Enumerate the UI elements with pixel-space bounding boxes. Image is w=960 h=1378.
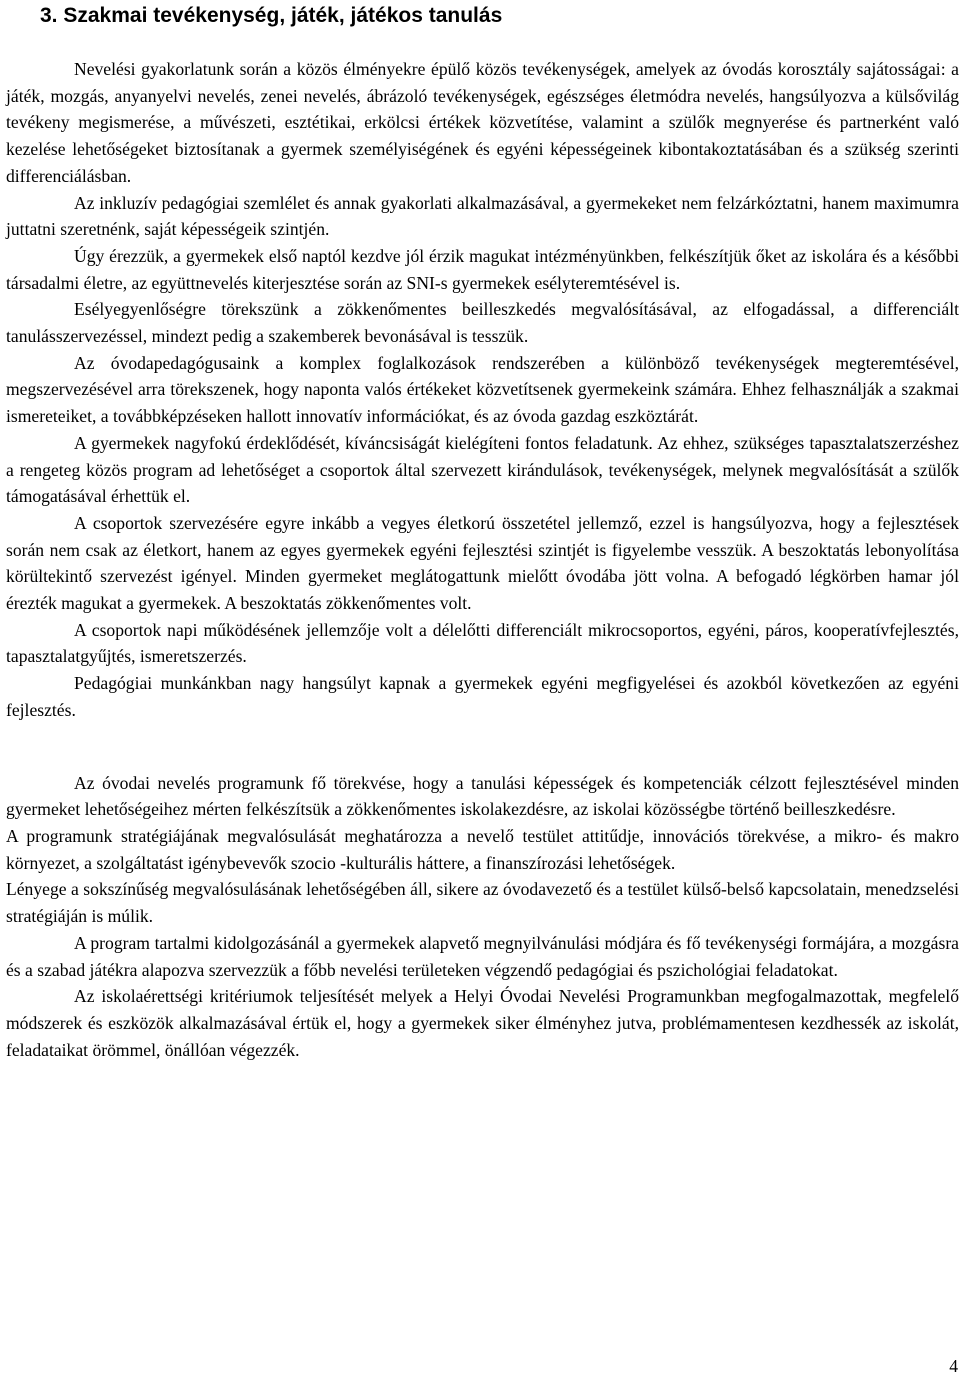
paragraph: Az inkluzív pedagógiai szemlélet és annak gyakorlati alkalmazásával, a gyermekeket nem felzárkóztatni, hanem maximumra juttatni szeretnénk, saját képességeik szintjén. xyxy=(6,192,959,240)
paragraph: Az óvodai nevelés programunk fő törekvése, hogy a tanulási képességek és kompetenciák célzott fejlesztésével minden gyermeket lehetőségeihez mérten felkészítsük a zökkenőmentes iskolakezdésre, az iskolai közösségbe történő beilleszkedésre. xyxy=(6,772,959,820)
section-heading: 3. Szakmai tevékenység, játék, játékos tanulás xyxy=(40,4,503,27)
paragraph: A csoportok szervezésére egyre inkább a vegyes életkorú összetétel jellemző, ezzel is hangsúlyozva, hogy a fejlesztések során nem csak az életkort, hanem az egyes gyermekek egyéni fejlesztési szintjét is figyelembe vesszük. A beszoktatás lebonyolítása körültekintő szervezést igényel. Minden gyermeket meglátogattunk mielőtt óvodába jött volna. A befogadó légkörben hamar jól érezték magukat a gyermekek. A beszoktatás zökkenőmentes volt. xyxy=(6,512,959,614)
body-text xyxy=(6,56,959,1063)
paragraph: Nevelési gyakorlatunk során a közös élményekre épülő közös tevékenységek, amelyek az óvodás korosztály sajátosságai: a játék, mozgás, anyanyelvi nevelés, zenei nevelés, ábrázoló tevékenységek, egészséges életmódra nevelés, hangsúlyozva a külsővilág tevékeny megismerése, a művészeti, esztétikai, erkölcsi értékek közvetítése, valamint a szülők megnyerése és partnerként való kezelése lehetőségeket biztosítanak a gyermek személyiségének és egyéni képességeinek kibontakoztatásában és a szükség szerinti differenciálásban. xyxy=(6,59,959,186)
paragraph: A programunk stratégiájának megvalósulását meghatározza a nevelő testület attitűdje, innovációs törekvése, a mikro- és makro környezet, a szolgáltatást igénybevevők szocio -kulturális háttere, a finanszírozási lehetőségek. xyxy=(6,825,959,873)
document-page xyxy=(6,0,960,1378)
paragraph: Úgy érezzük, a gyermekek első naptól kezdve jól érzik magukat intézményünkben, felkészítjük őket az iskolára és a későbbi társadalmi életre, az együttnevelés kiterjesztése során az SNI-s gyermekek esélyteremtésével is. xyxy=(6,245,959,293)
page-number: 4 xyxy=(949,1356,958,1376)
paragraph: Esélyegyenlőségre törekszünk a zökkenőmentes beilleszkedés megvalósításával, az elfogadással, a differenciált tanulásszervezéssel, mindezt pedig a szakemberek bevonásával is tesszük. xyxy=(6,299,959,347)
paragraph: A program tartalmi kidolgozásánál a gyermekek alapvető megnyilvánulási módjára és fő tevékenységi formájára, a mozgásra és a szabad játékra alapozva szervezzük a főbb nevelési területeken végzendő pedagógiai és pszichológiai feladatokat. xyxy=(6,932,959,980)
section-spacer xyxy=(6,724,959,770)
paragraph: A gyermekek nagyfokú érdeklődését, kíváncsiságát kielégíteni fontos feladatunk. Az ehhez, szükséges tapasztalatszerzéshez a rengeteg közös program ad lehetőséget a csoportok által szervezett kirándulások, tevékenységek, melynek megvalósítását a szülők támogatásával érhettük el. xyxy=(6,432,959,507)
paragraph: Lényege a sokszínűség megvalósulásának lehetőségében áll, sikere az óvodavezető és a testület külső-belső kapcsolatain, menedzselési stratégiáján is múlik. xyxy=(6,879,959,927)
paragraph: Pedagógiai munkánkban nagy hangsúlyt kapnak a gyermekek egyéni megfigyelései és azokból következően az egyéni fejlesztés. xyxy=(6,673,959,720)
paragraph: A csoportok napi működésének jellemzője volt a délelőtti differenciált mikrocsoportos, egyéni, páros, kooperatívfejlesztés, tapasztalatgyűjtés, ismeretszerzés. xyxy=(6,619,959,667)
paragraph: Az iskolaérettségi kritériumok teljesítését melyek a Helyi Óvodai Nevelési Programunkban megfogalmazottak, megfelelő módszerek és eszközök alkalmazásával értük el, hogy a gyermekek siker élményhez jutva, problémamentesen kezdhessék az iskolát, feladataikat örömmel, önállóan végezzék. xyxy=(6,986,959,1060)
paragraph: Az óvodapedagógusaink a komplex foglalkozások rendszerében a különböző tevékenységek megteremtésével, megszervezésével arra törekszenek, hogy naponta valós értékeket közvetítsenek gyermekeink számára. Ehhez felhasználják a szakmai ismereteiket, a továbbképzéseken hallott innovatív információkat, és az óvoda gazdag eszköztárát. xyxy=(6,352,959,427)
